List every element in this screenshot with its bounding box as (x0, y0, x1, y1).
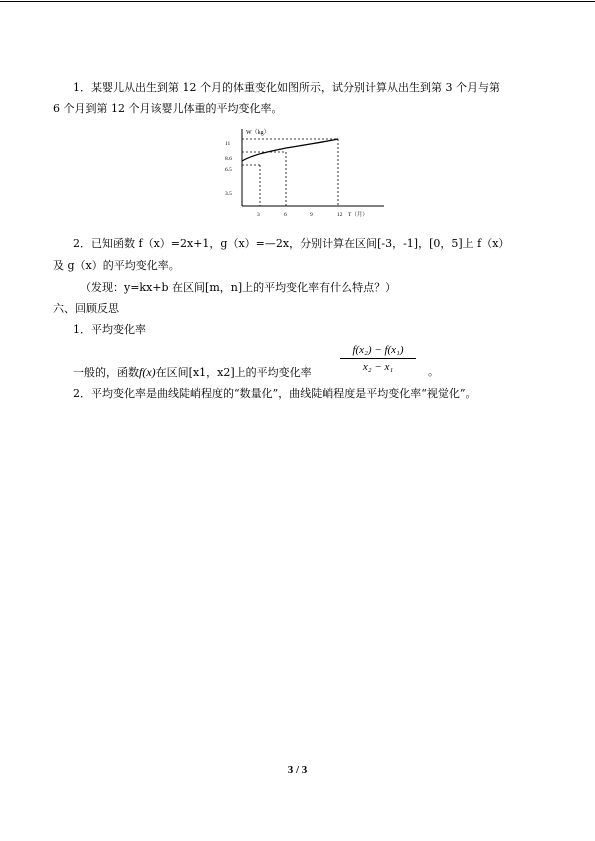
problem-1-line-2: 6 个月到第 12 个月该婴儿体重的平均变化率。 (53, 102, 283, 115)
formula-numerator: f(x₂) − f(x₁) (352, 344, 404, 356)
weight-chart (224, 124, 394, 224)
average-rate-formula (340, 343, 416, 374)
function-fx: f(x) (139, 365, 156, 379)
problem-2-line-1: 2．已知函数 f（x）=2x+1，g（x）=—2x，分别计算在区间[-3，-1]，[0，5]上 f（x） (73, 237, 510, 250)
x-tick-label: 6 (284, 212, 287, 218)
y-tick-label: 11 (225, 141, 231, 147)
average-rate-title: 1．平均变化率 (73, 323, 146, 336)
x-tick-label: 3 (257, 212, 260, 218)
definition-middle: 在区间[x1，x2]上的平均变化率 (155, 366, 312, 379)
y-tick-label: 3.5 (225, 191, 232, 197)
weight-curve (242, 139, 338, 161)
x-tick-label: 12 (337, 212, 343, 218)
section-6-heading: 六、回顾反思 (53, 302, 119, 315)
x-tick-label: 9 (310, 212, 313, 218)
y-tick-label: 8.6 (225, 156, 232, 162)
discovery-note: （发现：y=kx+b 在区间[m，n]上的平均变化率有什么特点？） (80, 281, 397, 294)
header-rule (0, 1, 595, 2)
y-tick-label: 6.5 (225, 167, 232, 173)
definition-line (73, 365, 312, 380)
definition-end: 。 (428, 365, 439, 378)
dashed-guides (242, 139, 338, 206)
problem-1-line-1: 1．某婴儿从出生到第 12 个月的体重变化如图所示，试分别计算从出生到第 3 个月与第 (73, 81, 500, 94)
formula-denominator: x₂ − x₁ (362, 361, 394, 373)
page-number: 3 / 3 (287, 764, 308, 776)
definition-prefix: 一般的，函数 (73, 366, 139, 379)
y-axis-label: W（kg） (246, 130, 270, 136)
reflection-item-2: 2．平均变化率是曲线陡峭程度的“数量化”，曲线陡峭程度是平均变化率“视觉化”。 (73, 387, 477, 400)
problem-2-line-2: 及 g（x）的平均变化率。 (53, 259, 180, 272)
fraction-bar (340, 358, 416, 359)
x-axis-label: T（月） (348, 212, 368, 218)
